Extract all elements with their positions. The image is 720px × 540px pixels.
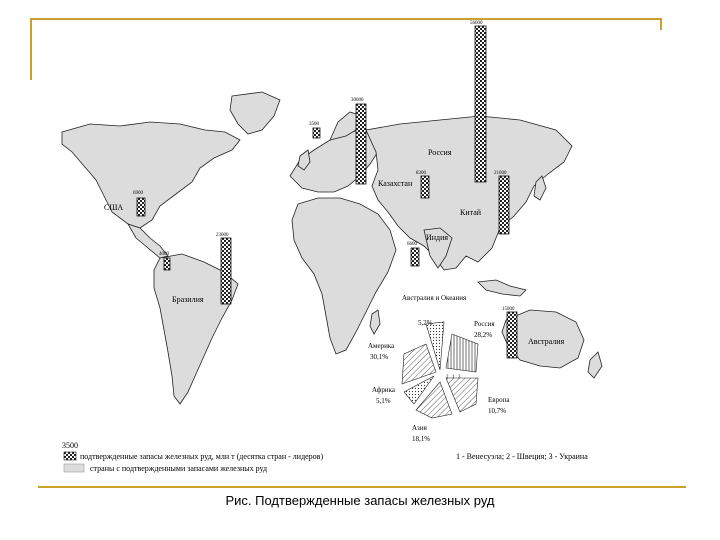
bar-ukraine bbox=[356, 104, 366, 184]
country-label-brazil: Бразилия bbox=[172, 295, 204, 304]
pie-label-australia-pct: 5,2% bbox=[418, 319, 433, 327]
pie-small-label-3: 3 bbox=[458, 375, 461, 380]
value-label-australia: 15000 bbox=[502, 307, 515, 312]
map-legend bbox=[62, 441, 588, 473]
legend-scale-label: 3500 bbox=[62, 441, 78, 450]
madagascar-shape bbox=[370, 310, 380, 334]
figure-caption: Рис. Подтвержденные запасы железных руд bbox=[225, 493, 495, 508]
country-label-australia: Австралия bbox=[528, 337, 565, 346]
pie-slice-russia bbox=[446, 334, 478, 372]
pie-label-asia-pct: 18,1% bbox=[412, 435, 431, 443]
pie-small-label-2: 2 bbox=[446, 375, 449, 380]
pie-label-australia-region: Австралия и Океания bbox=[402, 294, 467, 302]
legend-countries-text: страны с подтвержденными запасами железных руд bbox=[90, 464, 268, 473]
country-label-china: Китай bbox=[460, 208, 482, 217]
value-label-ukraine: 30000 bbox=[351, 98, 364, 103]
country-label-india: Индия bbox=[426, 233, 449, 242]
pie-slice-europe bbox=[446, 378, 478, 412]
value-label-venezuela: 4000 bbox=[159, 252, 169, 257]
country-label-kazakhstan: Казахстан bbox=[378, 179, 413, 188]
legend-reserves-text: подтвержденные запасы железных руд, млн т (десятка стран - лидеров) bbox=[80, 452, 324, 461]
value-label-usa: 6900 bbox=[133, 191, 143, 196]
pie-label-america-pct: 30,1% bbox=[370, 353, 389, 361]
value-label-india: 6600 bbox=[407, 242, 417, 247]
new-zealand-shape bbox=[588, 352, 602, 378]
bar-venezuela bbox=[164, 258, 170, 270]
bar-australia bbox=[507, 312, 517, 358]
bar-china bbox=[499, 176, 509, 234]
country-label-usa: США bbox=[104, 203, 124, 212]
bar-russia bbox=[475, 26, 486, 182]
bar-sweden bbox=[313, 128, 320, 138]
legend-notes: 1 - Венесуэла; 2 - Швеция; 3 - Украина bbox=[456, 452, 588, 461]
north-america-shape bbox=[62, 122, 240, 228]
pie-label-europe-pct: 10,7% bbox=[488, 407, 507, 415]
pie-label-asia-region: Азия bbox=[412, 424, 427, 432]
value-label-china: 21000 bbox=[494, 171, 507, 176]
africa-shape bbox=[292, 198, 396, 354]
value-label-brazil: 23000 bbox=[216, 233, 229, 238]
regional-pie-chart bbox=[402, 322, 478, 418]
bar-brazil bbox=[221, 238, 231, 304]
pie-label-europe-region: Европа bbox=[488, 396, 510, 404]
bar-kazakhstan bbox=[421, 176, 429, 198]
legend-gray-swatch bbox=[64, 464, 84, 472]
pie-labels bbox=[368, 294, 510, 443]
indonesia-shape bbox=[478, 280, 526, 296]
country-label-russia: Россия bbox=[428, 148, 452, 157]
pie-label-africa-pct: 5,1% bbox=[376, 397, 391, 405]
greenland-shape bbox=[230, 92, 280, 134]
pie-small-label-1: 1 bbox=[452, 375, 455, 380]
value-label-sweden: 3500 bbox=[309, 122, 319, 127]
pie-label-africa-region: Африка bbox=[372, 386, 395, 394]
continents bbox=[62, 92, 602, 404]
value-label-kazakhstan: 8300 bbox=[416, 171, 426, 176]
legend-checker-swatch bbox=[64, 452, 76, 460]
bar-usa bbox=[137, 198, 145, 216]
pie-label-america-region: Америка bbox=[368, 342, 395, 350]
value-label-russia: 56000 bbox=[470, 21, 483, 26]
bar-india bbox=[411, 248, 419, 266]
pie-label-russia-region: Россия bbox=[474, 320, 495, 328]
pie-label-russia-pct: 28,2% bbox=[474, 331, 493, 339]
